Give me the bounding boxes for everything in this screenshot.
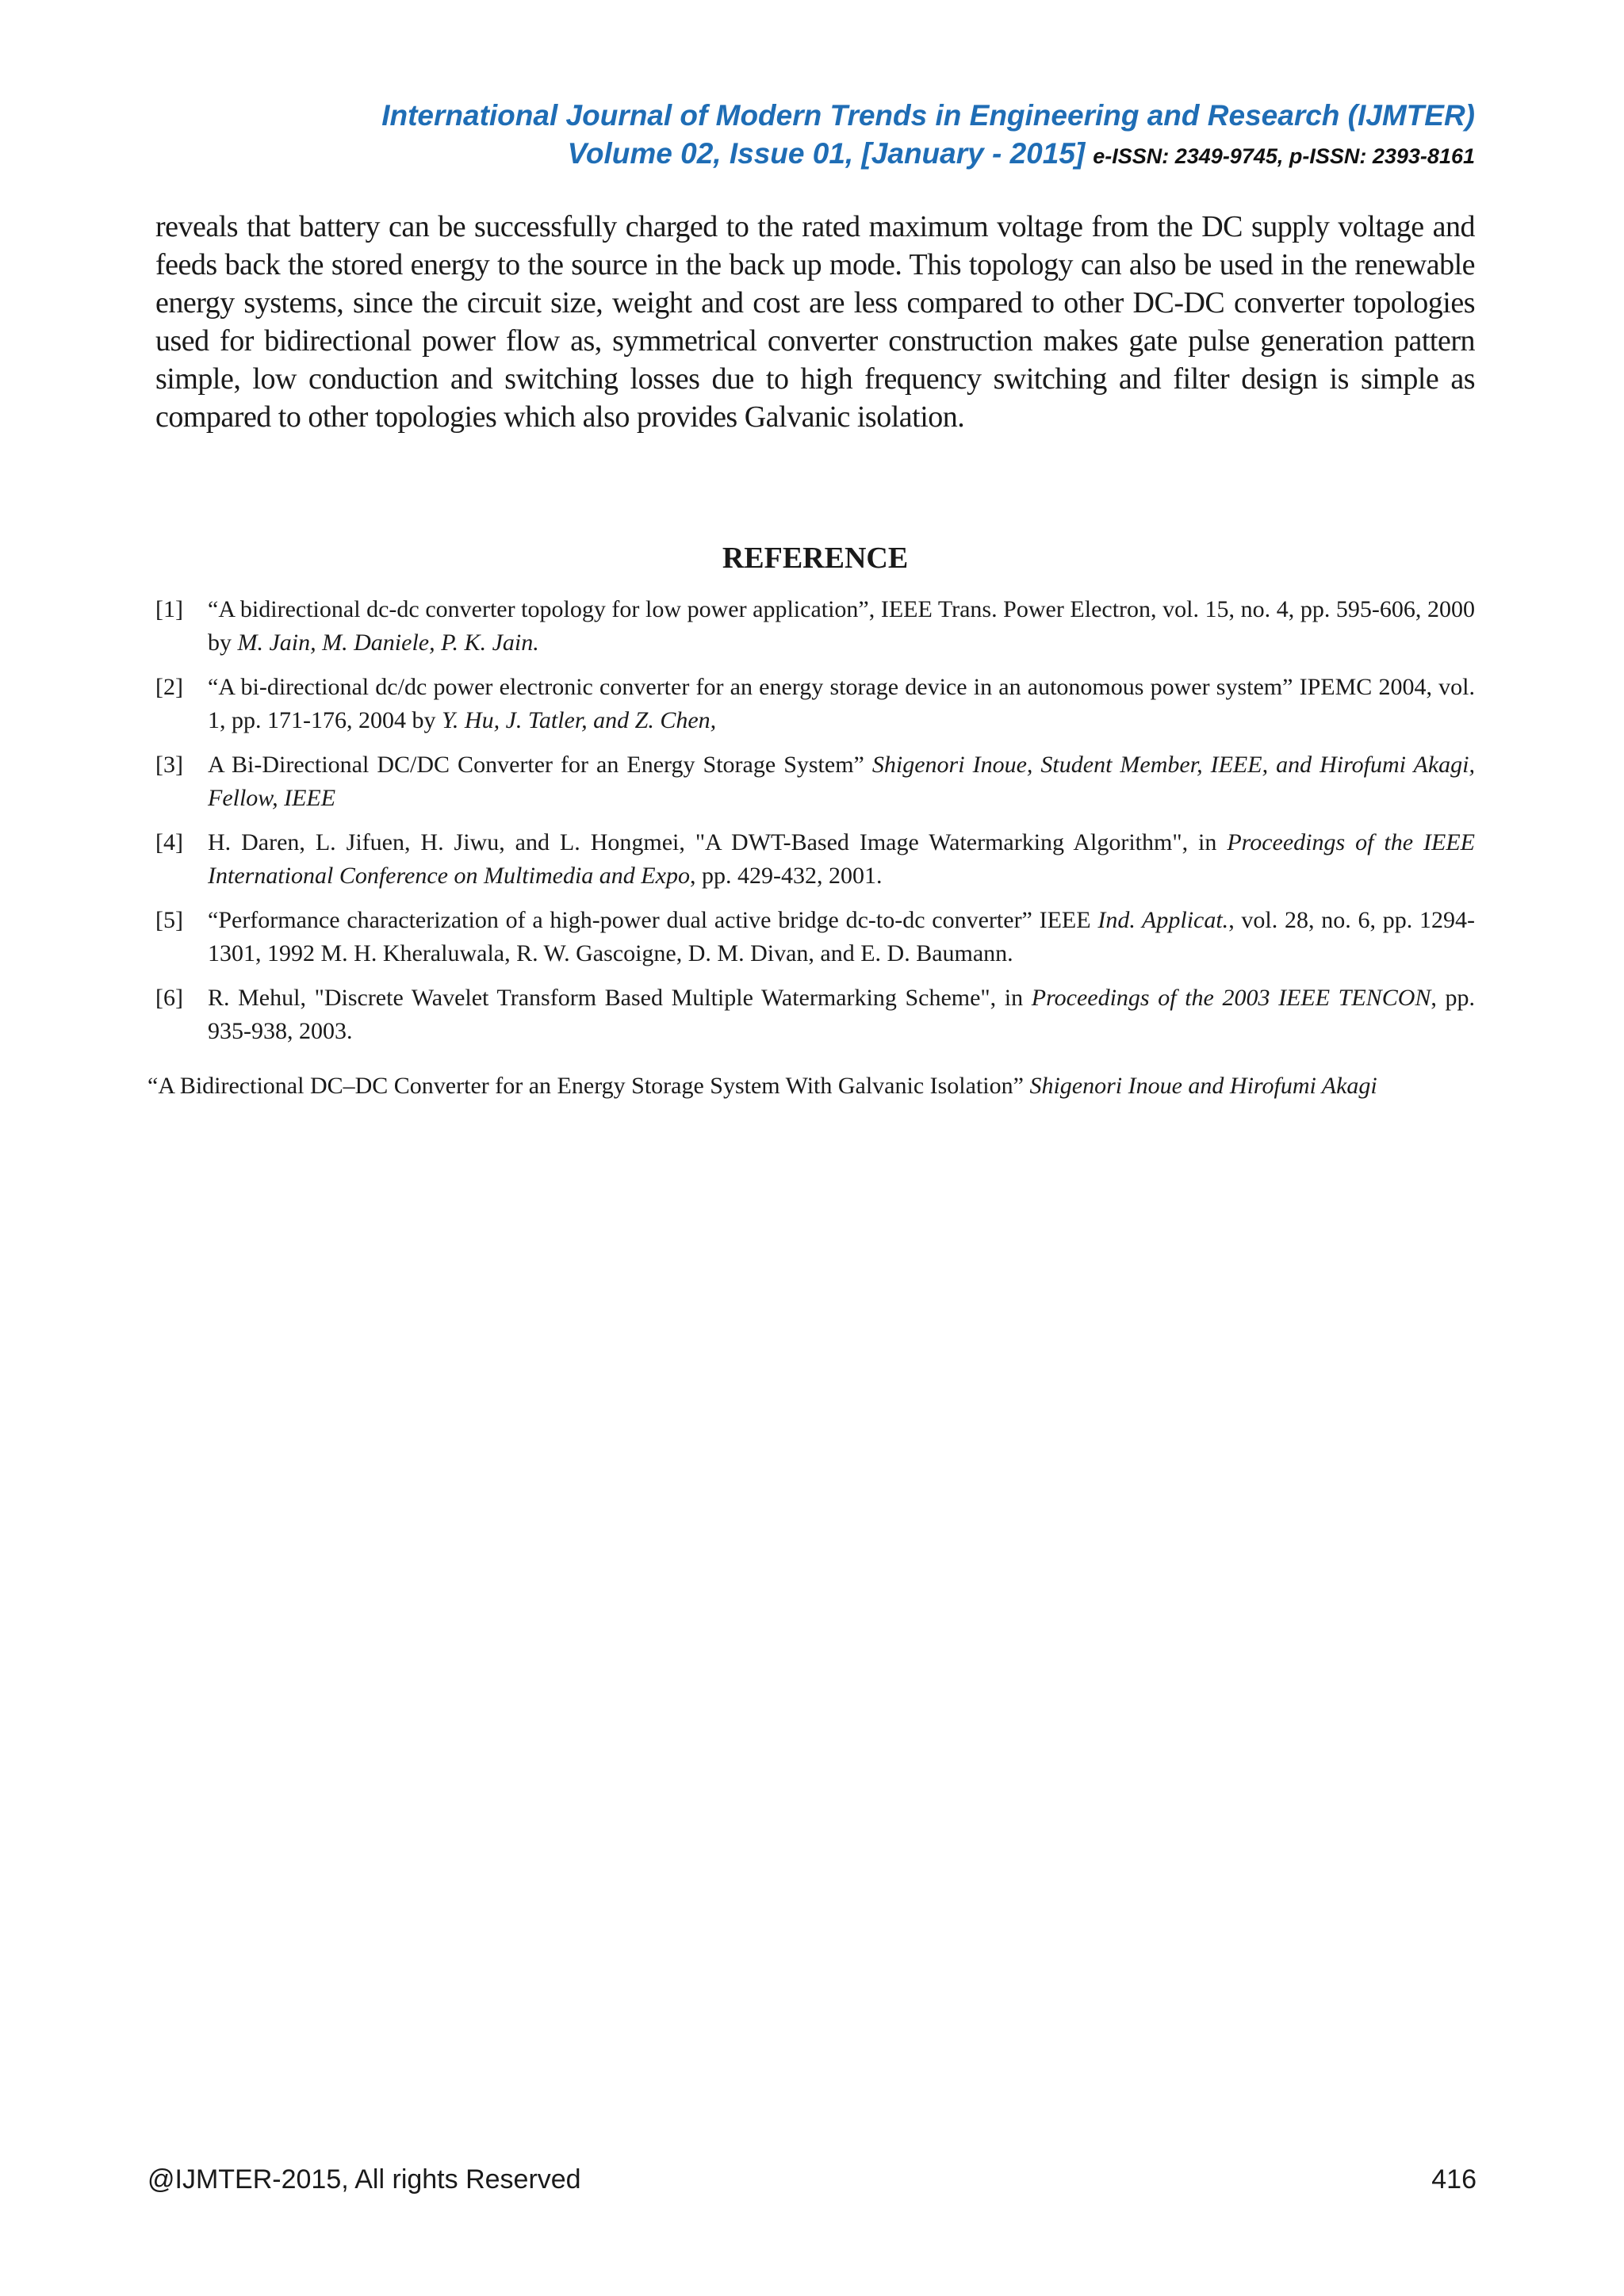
reference-text: “A bi-directional dc/dc power electronic converter for an energy storage device in an autonomous power system” IPEMC 2004, vol. 1, pp. 171-176, 2004 by [208,674,1475,733]
issn: e-ISSN: 2349-9745, p-ISSN: 2393-8161 [1093,144,1475,168]
reference-venue: Proceedings of the IEEE International Conference on Multimedia and Expo [208,829,1476,889]
reference-venue: Proceedings of the 2003 IEEE TENCON [1031,985,1431,1011]
reference-number: [5] [155,907,183,933]
reference-number: [6] [155,985,183,1011]
body-paragraph: reveals that battery can be successfully charged to the rated maximum voltage from the DC supply voltage and feeds back the stored energy to the source in the back up mode. This topology can also be used in the renewable energy systems, since the circuit size, weight and cost are less compared to other DC-DC converter topologies used for bidirectional power flow as, symmetrical converter construction makes gate pulse generation pattern simple, low conduction and switching losses due to high frequency switching and filter design is simple as compared to other topologies which also provides Galvanic isolation. [155,210,1475,434]
references-list [155,593,1475,1059]
reference-venue: Ind. Applicat. [1097,907,1229,933]
reference-text: H. Daren, L. Jifuen, H. Jiwu, and L. Hongmei, "A DWT-Based Image Watermarking Algorithm", in [208,829,1228,855]
reference-number: [2] [155,674,183,700]
reference-item [155,593,1475,660]
reference-item [155,982,1475,1048]
reference-tail: , pp. 935-938, 2003. [208,985,1475,1044]
reference-authors: M. Jain, M. Daniele, P. K. Jain. [237,629,539,656]
reference-text: “A bidirectional dc-dc converter topology for low power application”, IEEE Trans. Power Electron, vol. 15, no. 4, pp. 595-606, 2000 by [208,596,1475,656]
reference-authors: Y. Hu, J. Tatler, and Z. Chen, [442,707,717,733]
reference-text: A Bi-Directional DC/DC Converter for an Energy Storage System” [208,752,872,778]
volume-issue-line [159,135,1475,175]
reference-number: [1] [155,596,183,622]
reference-tail: , pp. 429-432, 2001. [689,863,883,889]
reference-text: “Performance characterization of a high-power dual active bridge dc-to-dc converter” IEEE [208,907,1098,933]
reference-item [155,904,1475,970]
reference-text: R. Mehul, "Discrete Wavelet Transform Based Multiple Watermarking Scheme", in [208,985,1032,1011]
reference-item [155,748,1475,815]
journal-title: International Journal of Modern Trends in Engineering and Research (IJMTER) [381,99,1475,132]
additional-reference-text: “A Bidirectional DC–DC Converter for an Energy Storage System With Galvanic Isolation” [147,1073,1030,1099]
reference-tail: , vol. 28, no. 6, pp. 1294-1301, 1992 M. H. Kheraluwala, R. W. Gascoigne, D. M. Divan, and E. D. Baumann. [208,907,1476,966]
volume-issue: Volume 02, Issue 01, [January - 2015] [567,137,1086,170]
additional-reference-authors: Shigenori Inoue and Hirofumi Akagi [1029,1073,1377,1099]
footer-copyright: @IJMTER-2015, All rights Reserved [147,2164,581,2195]
reference-item [155,671,1475,737]
page-number: 416 [1431,2164,1477,2195]
additional-reference [147,1069,1416,1104]
reference-number: [4] [155,829,183,855]
reference-authors: Shigenori Inoue, Student Member, IEEE, and Hirofumi Akagi, Fellow, IEEE [208,752,1475,811]
references-heading: REFERENCE [722,541,909,575]
reference-number: [3] [155,752,183,778]
journal-header [159,97,1475,175]
reference-item [155,826,1475,893]
page-footer [147,2164,1477,2195]
